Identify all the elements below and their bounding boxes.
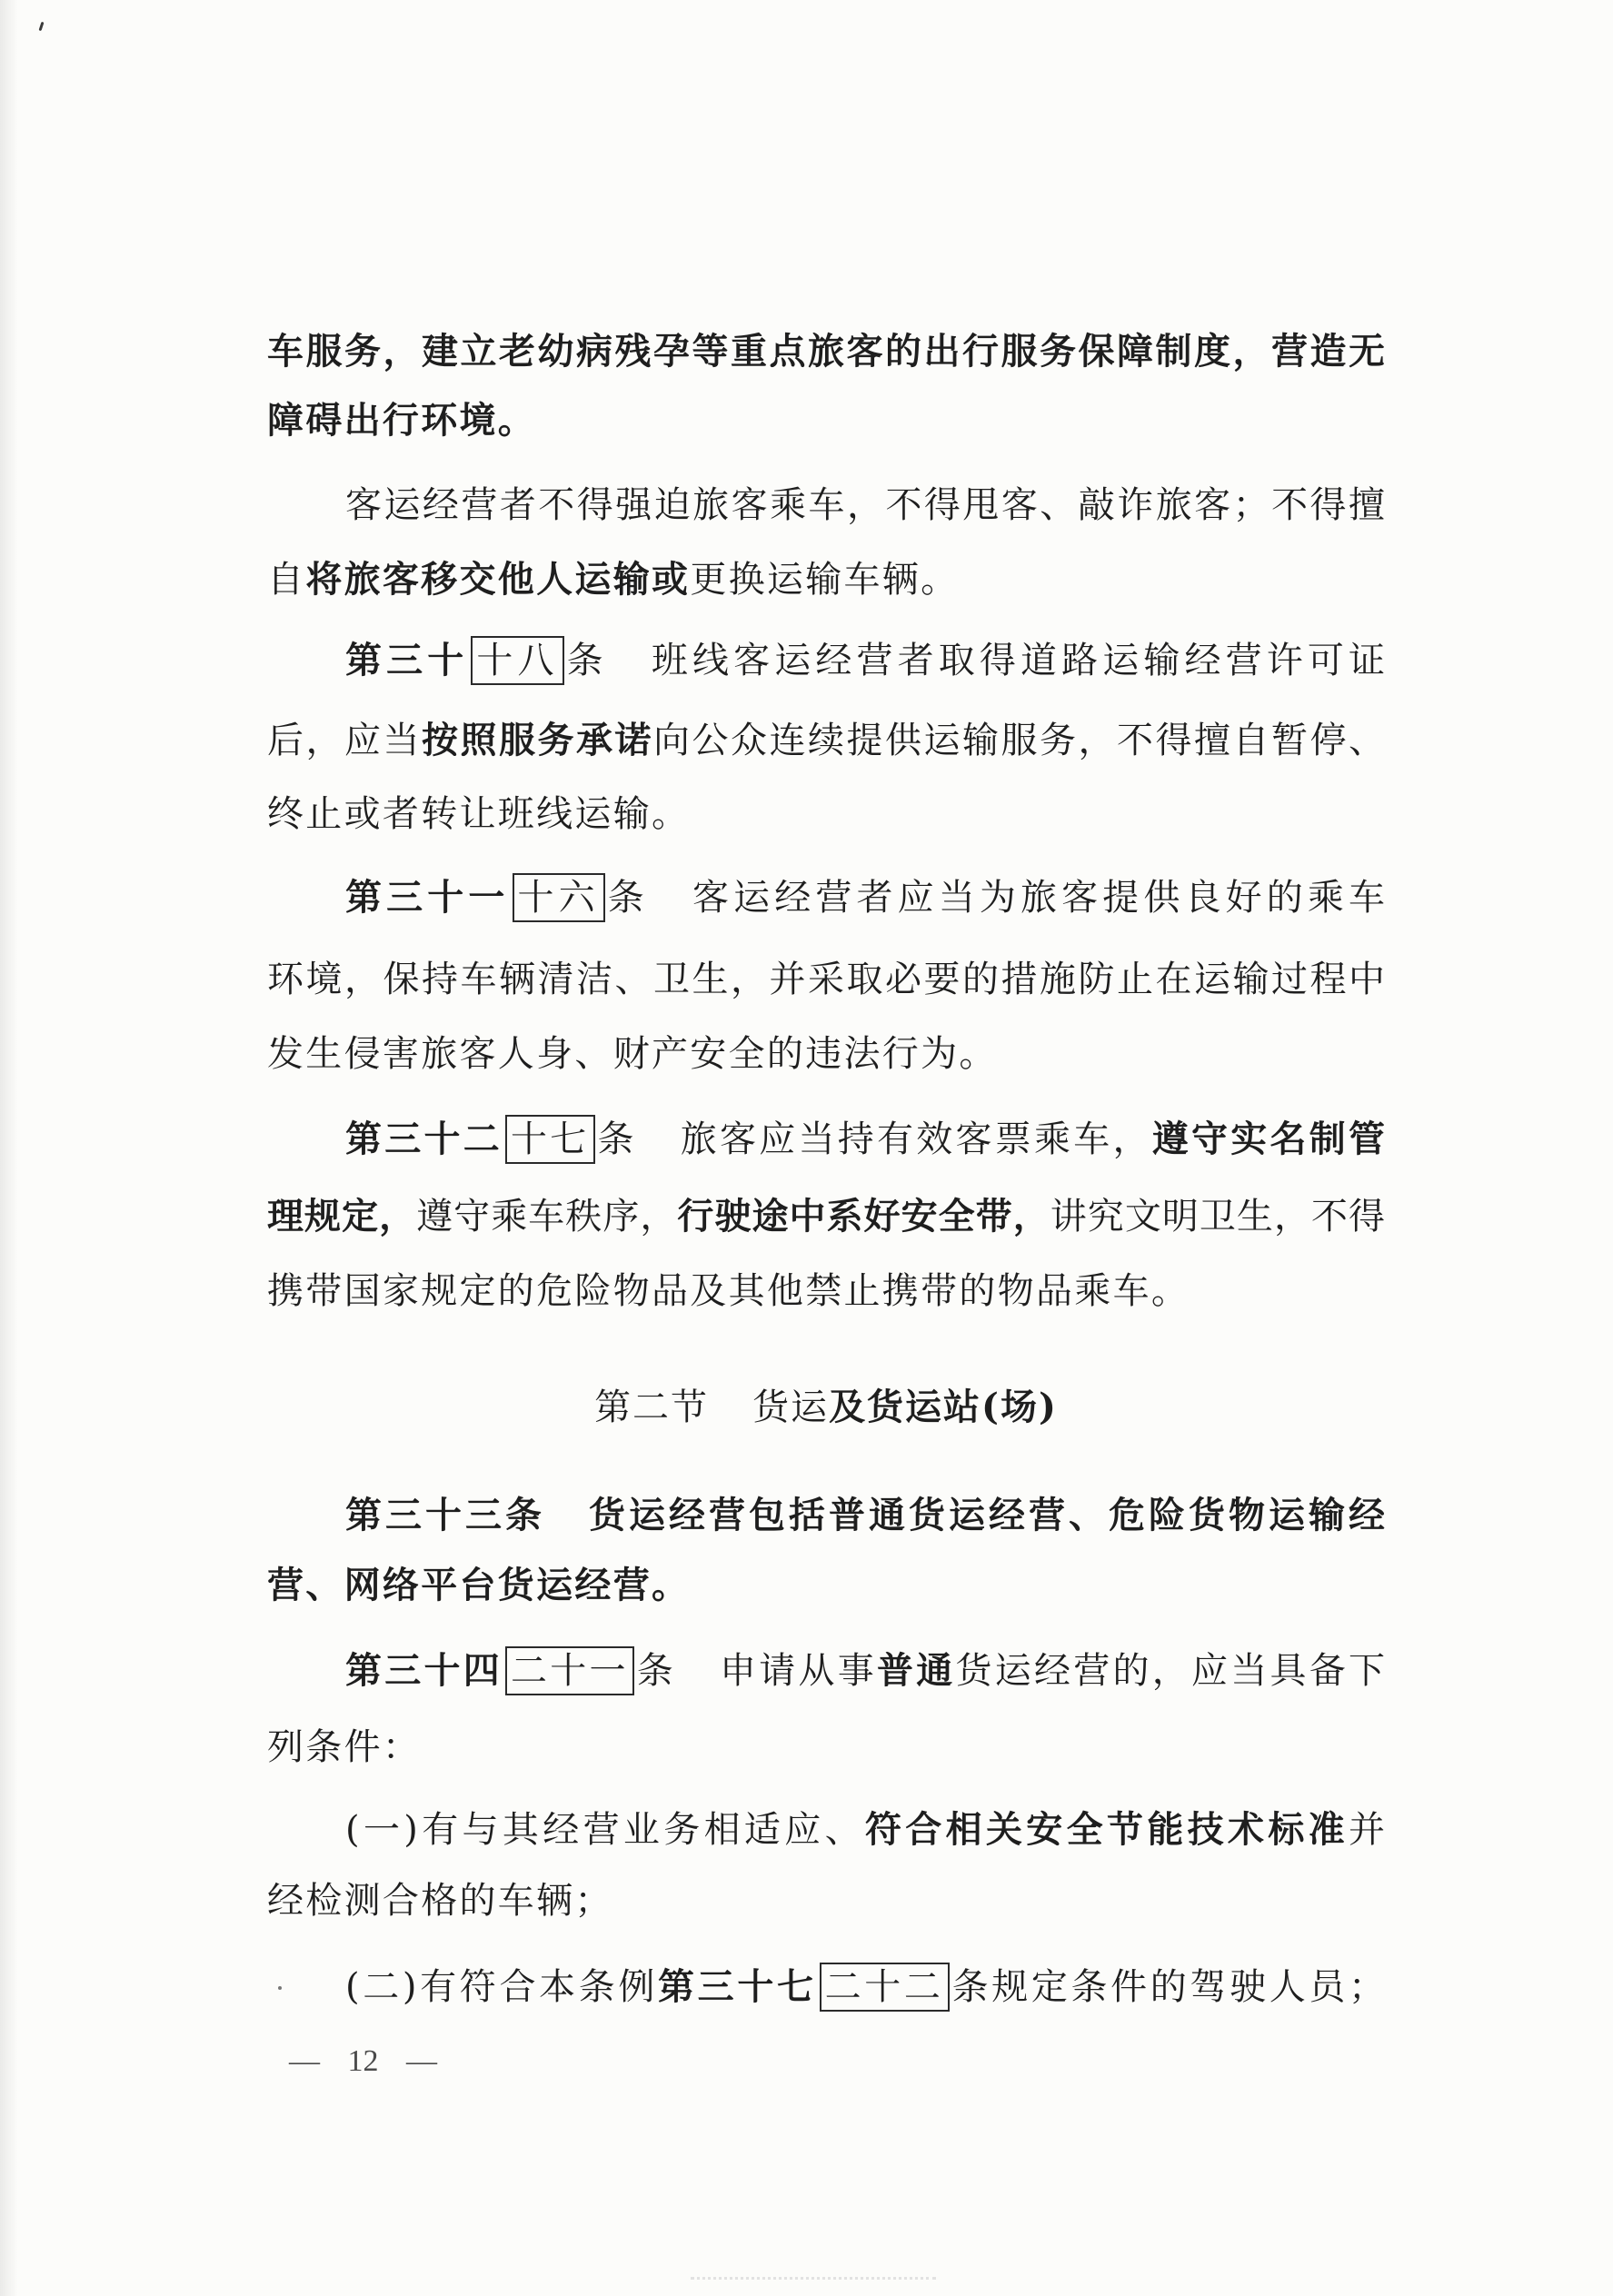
- text-run: 向公众连续提供运输服务，不得擅自暂停、: [653, 720, 1385, 761]
- inserted-text: 货运经营包括普通货运经营、危险货物运输经: [589, 1494, 1385, 1536]
- text-run: 环境，保持车辆清洁、卫生，并采取必要的措施防止在运输过程中: [267, 959, 1385, 1000]
- text-line: [267, 639, 1385, 682]
- article-number-inserted: 第三十四: [345, 1649, 503, 1692]
- text-line: [267, 330, 1385, 373]
- inserted-text: 障碍出行环境。: [267, 399, 537, 442]
- scan-edge-shadow: [0, 0, 18, 2296]
- text-run: 货运经营的，应当具备下: [955, 1650, 1385, 1692]
- text-line: [267, 1808, 1385, 1852]
- text-run: 申请从事: [720, 1650, 877, 1692]
- section-heading: [267, 1386, 1385, 1429]
- text-run: 遵守乘车秩序，: [416, 1196, 678, 1237]
- inserted-text: 符合相关安全节能技术标准: [864, 1808, 1349, 1851]
- text-run: (二)有符合本条例: [345, 1966, 659, 2008]
- text-run: 发生侵害旅客人身、财产安全的违法行为。: [267, 1033, 998, 1075]
- text-line: [267, 958, 1385, 1001]
- inserted-text: 将旅客移交他人运输或: [305, 558, 691, 601]
- article-suffix: 条: [607, 877, 649, 919]
- text-line: [267, 1564, 1385, 1607]
- scan-speck: [39, 22, 45, 31]
- text-run: 终止或者转让班线运输。: [267, 793, 691, 835]
- text-run: 客运经营者应当为旅客提供良好的乘车: [692, 877, 1386, 919]
- article-suffix: 条: [597, 1118, 637, 1160]
- text-line: [267, 1118, 1385, 1161]
- deleted-text-box: 二十一: [505, 1646, 634, 1695]
- text-line: [267, 1649, 1385, 1693]
- text-line: [267, 1965, 1385, 2009]
- text-run: (一)有与其经营业务相适应、: [345, 1809, 865, 1851]
- deleted-text-box: 十七: [505, 1115, 595, 1164]
- section-title-inserted: 及货运站(场): [829, 1386, 1058, 1428]
- article-number-inserted: 第三十: [345, 639, 469, 681]
- inserted-text: 遵守实名制管: [1151, 1118, 1385, 1160]
- text-line: [267, 399, 1385, 442]
- inserted-text: 按照服务承诺: [422, 719, 653, 761]
- text-line: [267, 1195, 1385, 1238]
- text-line: [267, 483, 1385, 527]
- text-line: [267, 558, 1385, 601]
- article-number-inserted: 第三十一: [345, 876, 510, 919]
- inserted-text: 车服务，建立老幼病残孕等重点旅客的出行服务保障制度，营造无: [267, 330, 1385, 373]
- article-number-inserted: 第三十三条: [345, 1494, 545, 1536]
- deleted-text-box: 二十二: [820, 1963, 950, 2012]
- inserted-text: 理规定，: [267, 1195, 417, 1237]
- text-run: 条规定条件的驾驶人员；: [951, 1966, 1386, 2008]
- inserted-text: 营、网络平台货运经营。: [267, 1564, 691, 1606]
- text-run: 更换运输车辆。: [690, 559, 960, 601]
- inserted-text: 普通: [877, 1649, 956, 1692]
- text-line: [267, 719, 1385, 762]
- text-line: [267, 1032, 1385, 1076]
- text-line: [267, 876, 1385, 919]
- text-run: 客运经营者不得强迫旅客乘车，不得甩客、敲诈旅客；不得擅: [345, 484, 1385, 526]
- section-number: 第二节: [594, 1387, 710, 1428]
- text-line: [267, 1879, 1385, 1923]
- text-run: 讲究文明卫生，不得: [1050, 1196, 1386, 1237]
- inserted-text: 行驶途中系好安全带，: [677, 1195, 1050, 1237]
- deleted-text-box: 十六: [513, 873, 605, 922]
- text-line: [267, 792, 1385, 836]
- text-run: 自: [267, 559, 306, 601]
- article-suffix: 条: [566, 640, 608, 681]
- text-line: [267, 1494, 1385, 1537]
- article-suffix: 条: [636, 1650, 676, 1692]
- text-run: 旅客应当持有效客票乘车，: [680, 1118, 1152, 1160]
- text-line: [267, 1725, 1385, 1769]
- page-number: — 12 —: [289, 2044, 437, 2078]
- deleted-text-box: 十八: [471, 636, 563, 685]
- inserted-text: 第三十七: [658, 1965, 817, 2008]
- section-title: 货运: [752, 1387, 830, 1428]
- text-run: 并: [1349, 1809, 1386, 1851]
- text-run: 后，应当: [267, 720, 422, 761]
- text-run: 列条件：: [267, 1726, 422, 1768]
- text-line: [267, 1269, 1385, 1313]
- scan-artifact: [691, 2277, 936, 2280]
- text-run: 班线客运经营者取得道路运输经营许可证: [651, 640, 1386, 681]
- text-run: 经检测合格的车辆；: [267, 1880, 613, 1922]
- article-number-inserted: 第三十二: [345, 1118, 503, 1160]
- text-run: 携带国家规定的危险物品及其他禁止携带的物品乘车。: [267, 1270, 1190, 1312]
